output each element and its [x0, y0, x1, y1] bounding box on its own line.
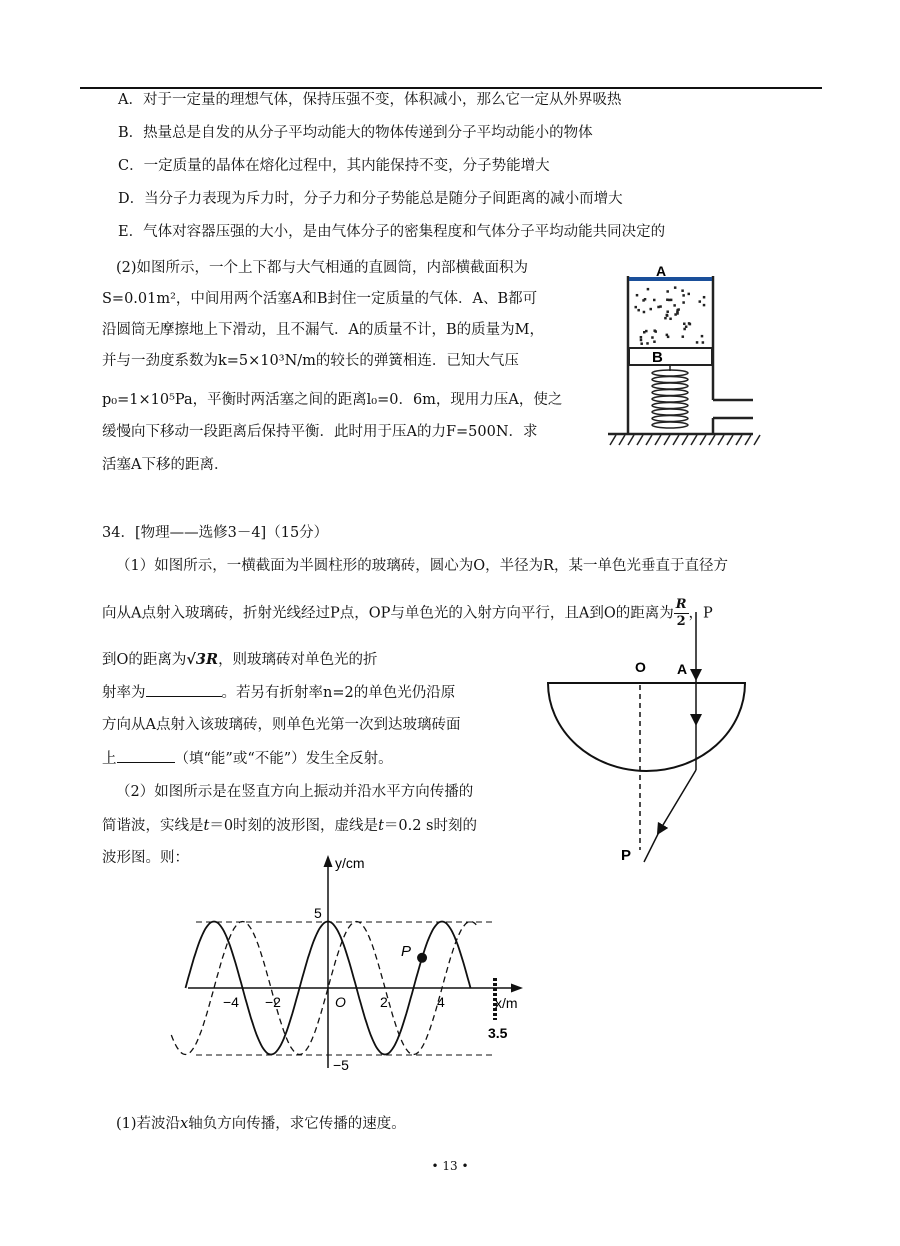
q33-2-line: (2)如图所示，一个上下都与大气相通的直圆筒，内部横截面积为 [116, 260, 529, 276]
option-c: C．一定质量的晶体在熔化过程中，其内能保持不变，分子势能增大 [118, 158, 550, 174]
label-a: A [677, 661, 688, 677]
t: t [203, 818, 210, 834]
text: 射率为 [102, 685, 146, 701]
text: ，P [688, 605, 713, 622]
x-tick: 4 [437, 994, 445, 1010]
point-p [417, 953, 427, 963]
point-p-label: P [401, 943, 412, 960]
y-tick-minus5: −5 [333, 1057, 349, 1073]
text: ＝0时刻的波形图，虚线是 [209, 818, 379, 834]
q34-2-subquestion-1 [116, 1114, 406, 1134]
q33-2-line: 缓慢向下移动一段距离后保持平衡．此时用于压A的力F=500N．求 [102, 424, 538, 440]
text: 到O的距离为 [102, 652, 187, 668]
q33-2-line: 沿圆筒无摩擦地上下滑动，且不漏气．A的质量不计，B的质量为M， [102, 322, 544, 338]
page-number: • 13 • [431, 1159, 469, 1173]
text: （填“能”或“不能”）发生全反射。 [174, 751, 393, 767]
x-tick: −4 [223, 994, 239, 1010]
t: t [378, 818, 384, 834]
label-a: A [656, 263, 667, 279]
x-axis-label: x/m [495, 995, 518, 1011]
q34-header: 34．[物理——选修3－4]（15分） [102, 525, 329, 541]
q34-2-line: 波形图。则： [102, 850, 189, 866]
text: 轴负方向传播，求它传播的速度。 [188, 1116, 406, 1132]
q33-2-line: 并与一劲度系数为k=5×10³N/m的较长的弹簧相连．已知大气压 [102, 353, 519, 369]
y-axis-label: y/cm [335, 855, 365, 871]
y-tick-5: 5 [314, 905, 322, 921]
text: 。若另有折射率n=2的单色光仍沿原 [221, 685, 456, 701]
x-tick: −2 [265, 994, 281, 1010]
text: 上 [102, 751, 117, 767]
q33-2-line: p₀=1×10⁵Pa，平衡时两活塞之间的距离l₀=0．6m，现用力压A，使之 [102, 392, 563, 408]
option-d: D．当分子力表现为斥力时，分子力和分子势能总是随分子间距离的减小而增大 [118, 191, 623, 207]
text: 简谐波，实线是 [102, 818, 204, 834]
denominator: 2 [676, 614, 686, 629]
label-p: P [621, 847, 632, 864]
x: x [180, 1116, 189, 1132]
mark-label: 3.5 [488, 1025, 508, 1041]
text: 向从A点射入玻璃砖，折射光线经过P点，OP与单色光的入射方向平行，且A到O的距离为 [102, 605, 674, 622]
x-tick: 2 [380, 994, 388, 1010]
q34-2-line: （2）如图所示是在竖直方向上振动并沿水平方向传播的 [116, 784, 474, 800]
option-a: A．对于一定量的理想气体，保持压强不变，体积减小，那么它一定从外界吸热 [118, 92, 622, 108]
text: ＝0.2 s时刻的 [383, 818, 478, 834]
label-o: O [635, 659, 646, 675]
numerator: R [675, 597, 687, 612]
origin-label: O [335, 994, 346, 1010]
q34-1-line: （1）如图所示，一横截面为半圆柱形的玻璃砖，圆心为O，半径为R，某一单色光垂直于直径方 [116, 558, 729, 574]
q33-2-line: S=0.01m²，中间用两个活塞A和B封住一定质量的气体．A、B都可 [102, 291, 538, 307]
option-e: E．气体对容器压强的大小，是由气体分子的密集程度和气体分子平均动能共同决定的 [118, 224, 666, 240]
q33-2-line: 活塞A下移的距离． [102, 457, 229, 473]
text: ，则玻璃砖对单色光的折 [218, 652, 378, 668]
option-b: B．热量总是自发的从分子平均动能大的物体传递到分子平均动能小的物体 [118, 125, 593, 141]
q34-1-line: 方向从A点射入该玻璃砖，则单色光第一次到达玻璃砖面 [102, 717, 461, 733]
text: (1)若波沿 [116, 1116, 181, 1132]
label-b: B [652, 349, 663, 366]
sqrt3r: √3R [186, 651, 219, 668]
